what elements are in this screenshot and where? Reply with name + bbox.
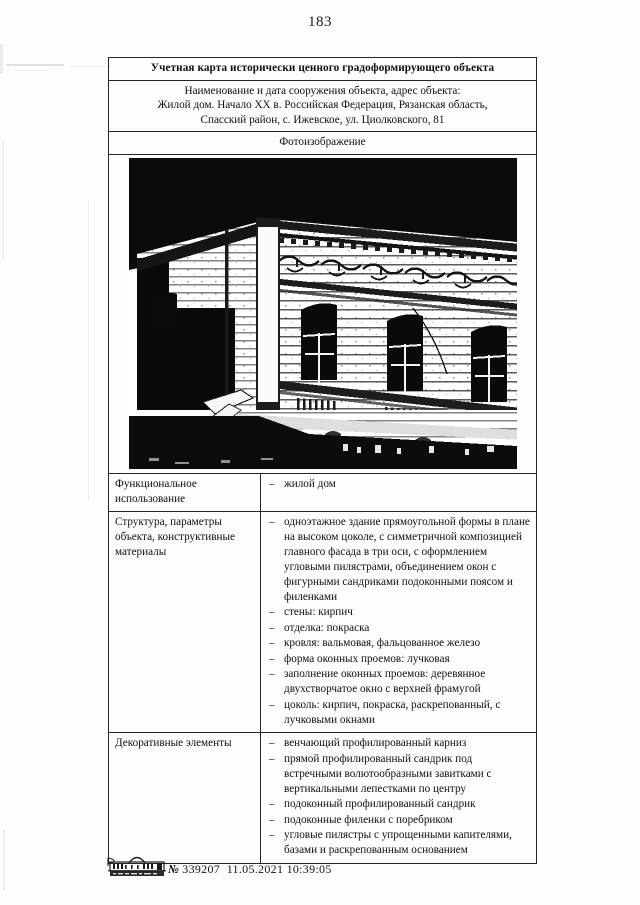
table-row	[109, 473, 537, 511]
card-title: Учетная карта исторически ценного градоформирующего объекта	[109, 58, 537, 81]
object-name-and-address	[109, 80, 537, 132]
row-value-list	[267, 477, 530, 492]
row-label: Функциональное использование	[115, 477, 197, 505]
row-value-list	[267, 515, 530, 728]
list-item: – отделка: покраска	[267, 621, 530, 636]
table-row-photo	[109, 154, 537, 473]
registry-stamp-line	[168, 862, 332, 877]
row-value-cell	[261, 473, 537, 511]
table-row-photo-label	[109, 132, 537, 155]
list-item: – одноэтажное здание прямоугольной формы в плане на высоком цоколе, с симметричной композицией главного фасада в три оси, с оформлением угловыми пилястрами, объединением окон с фигурными сандриками подоконными поясом и филенками	[267, 515, 530, 605]
building-photograph	[129, 158, 517, 469]
list-item: – прямой профилированный сандрик под встречными волютообразными завитками с вертикальными лепестками по центру	[267, 752, 530, 797]
list-item: – форма оконных проемов: лучковая	[267, 652, 530, 667]
list-item: – венчающий профилированный карниз	[267, 736, 530, 751]
list-item: – кровля: вальмовая, фальцованное железо	[267, 636, 530, 651]
list-item: – цоколь: кирпич, покраска, раскрепованный, с лучковыми окнами	[267, 698, 530, 728]
row-value-cell	[261, 733, 537, 864]
scan-artifact	[2, 140, 4, 260]
table-row	[109, 733, 537, 864]
photo-section-label: Фотоизображение	[109, 132, 537, 155]
scan-artifact	[3, 830, 5, 890]
list-item: – угловые пилястры с упрощенными капителями, базами и раскрепованным основанием	[267, 828, 530, 858]
scan-artifact	[14, 70, 48, 71]
row-label-cell	[109, 733, 261, 864]
scan-artifact	[6, 64, 64, 66]
list-item: – заполнение оконных проемов: деревянное двухстворчатое окно с верхней фрамугой	[267, 667, 530, 697]
row-label-cell	[109, 473, 261, 511]
object-name-label: Наименование и дата сооружения объекта, адрес объекта:	[184, 84, 461, 97]
scan-artifact	[0, 44, 3, 74]
scan-artifact	[88, 200, 89, 500]
registry-date: 11.05.2021	[226, 862, 284, 876]
table-row-title	[109, 58, 537, 81]
document-footer	[100, 847, 580, 893]
row-value-list	[267, 736, 530, 858]
object-address-line-1: Жилой дом. Начало XX в. Российская Федерация, Рязанская область,	[157, 99, 488, 112]
list-item: – стены: кирпич	[267, 605, 530, 620]
table-row	[109, 511, 537, 733]
row-value-cell	[261, 511, 537, 733]
registry-number: 339207	[182, 862, 221, 876]
building-stamp-icon	[100, 850, 174, 880]
row-label: Структура, параметры объекта, конструктивные материалы	[115, 515, 236, 558]
list-item: – подоконные филенки с поребриком	[267, 813, 530, 828]
page-number: 183	[308, 14, 332, 30]
table-row-subtitle	[109, 80, 537, 132]
photo-cell	[109, 154, 537, 473]
row-label: Декоративные элементы	[115, 737, 232, 750]
heritage-object-card-table	[108, 57, 537, 864]
object-address-line-2: Спасский район, с. Ижевское, ул. Циолковского, 81	[200, 113, 445, 126]
row-label-cell	[109, 511, 261, 733]
numero-sign: №	[168, 862, 180, 876]
list-item: – подоконный профилированный сандрик	[267, 797, 530, 812]
scan-artifact	[70, 66, 110, 67]
list-item: – жилой дом	[267, 477, 530, 492]
registry-time: 10:39:05	[286, 862, 332, 876]
